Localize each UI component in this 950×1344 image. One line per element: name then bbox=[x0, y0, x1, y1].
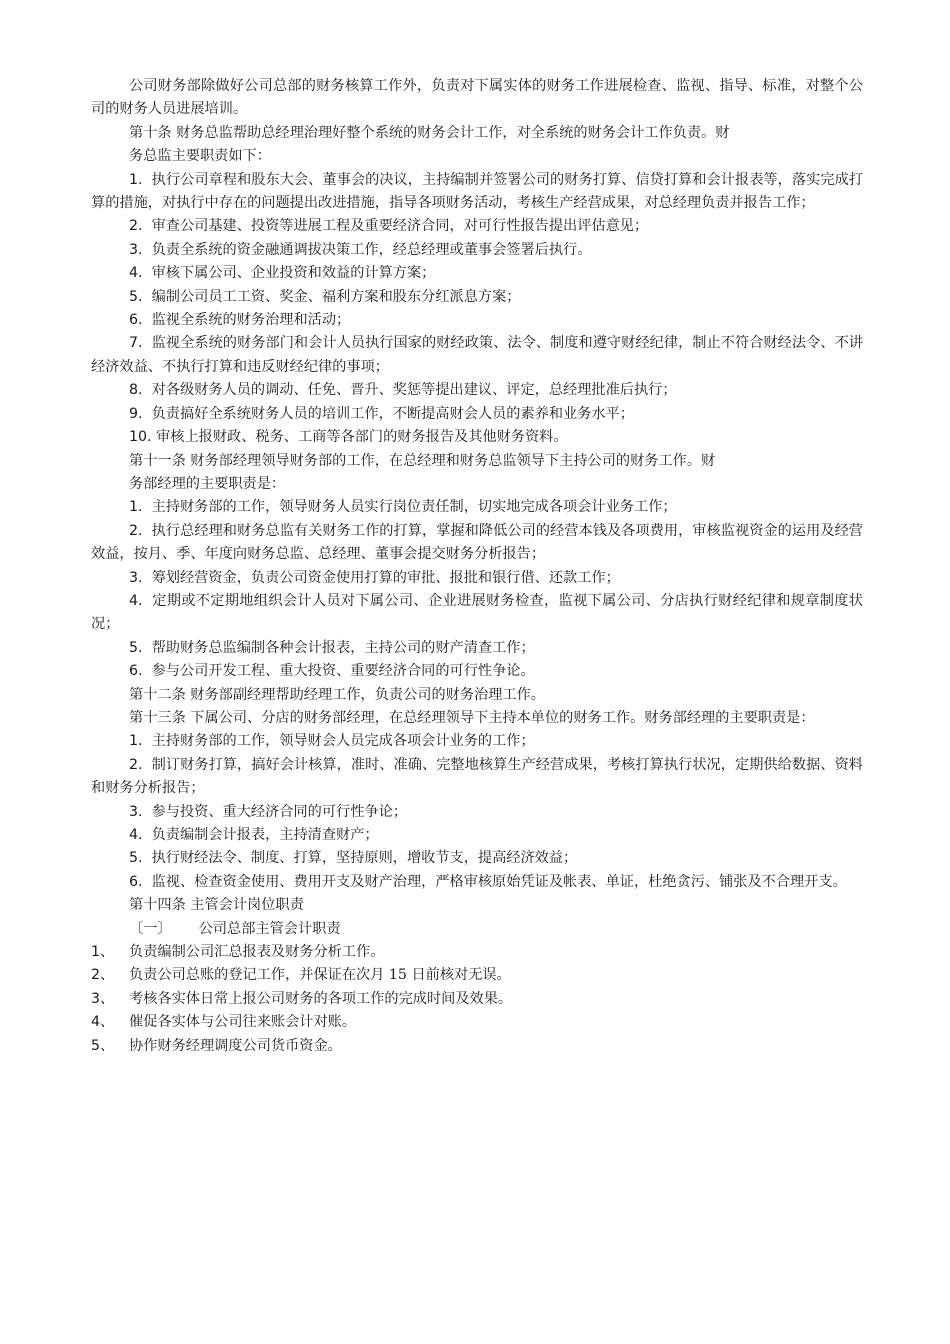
article-14-list bbox=[91, 941, 863, 1058]
list-item: 3. 参与投资、重大经济合同的可行性争论； bbox=[129, 803, 407, 820]
list-item: 2. 执行总经理和财务总监有关财务工作的打算，掌握和降低公司的经营本钱及各项费用，审核监视资金的运用及经营效益，按月、季、年度向财务总监、总经理、董事会提交财务分析报告； bbox=[91, 522, 863, 563]
list-item: 2. 制订财务打算，搞好会计核算，准时、准确、完整地核算生产经营成果，考核打算执行状况，定期供给数据、资料和财务分析报告； bbox=[91, 756, 863, 797]
list-item: 3、 考核各实体日常上报公司财务的各项工作的完成时间及效果。 bbox=[91, 990, 513, 1007]
intro-paragraph: 公司财务部除做好公司总部的财务核算工作外，负责对下属实体的财务工作进展检查、监视、指导、标准，对整个公司的财务人员进展培训。 bbox=[91, 78, 863, 118]
list-item: 6. 监视、检查资金使用、费用开支及财产治理，严格审核原始凭证及帐表、单证，杜绝贪污、铺张及不合理开支。 bbox=[129, 873, 847, 890]
article-14-heading: 第十四条 主管会计岗位职责 bbox=[129, 897, 304, 914]
article-10-heading-line2: 务总监主要职责如下： bbox=[129, 148, 271, 165]
article-12-paragraph: 第十二条 财务部副经理帮助经理工作，负责公司的财务治理工作。 bbox=[129, 686, 545, 703]
list-item: 5、 协作财务经理调度公司货币资金。 bbox=[91, 1037, 342, 1054]
list-item: 1. 执行公司章程和股东大会、董事会的决议，主持编制并签署公司的财务打算、信贷打算和会计报表等，落实完成打算的措施，对执行中存在的问题提出改进措施，指导各项财务活动，考核生产经营成果，对总经理负责并报告工作； bbox=[91, 171, 863, 212]
article-13-heading: 第十三条 下属公司、分店的财务部经理，在总经理领导下主持本单位的财务工作。财务部经理的主要职责是： bbox=[129, 709, 815, 726]
list-item: 3. 筹划经营资金，负责公司资金使用打算的审批、报批和银行借、还款工作； bbox=[129, 569, 620, 586]
list-item: 4. 负责编制会计报表，主持清查财产； bbox=[129, 827, 379, 843]
list-item: 9. 负责搞好全系统财务人员的培训工作，不断提高财会人员的素养和业务水平； bbox=[129, 405, 634, 422]
list-item: 5. 帮助财务总监编制各种会计报表，主持公司的财产清查工作； bbox=[129, 639, 535, 656]
article-11-list bbox=[91, 496, 863, 683]
article-10-list bbox=[91, 169, 863, 450]
list-item: 5. 执行财经法令、制度、打算，坚持原则，增收节支，提高经济效益； bbox=[129, 850, 578, 867]
list-item: 10. 审核上报财政、税务、工商等各部门的财务报告及其他财务资料。 bbox=[129, 429, 568, 446]
list-item: 3. 负责全系统的资金融通调拔决策工作，经总经理或董事会签署后执行。 bbox=[129, 241, 592, 258]
list-item: 1. 主持财务部的工作，领导财务人员实行岗位责任制，切实地完成各项会计业务工作； bbox=[129, 499, 677, 516]
article-11-heading-line2: 务部经理的主要职责是： bbox=[129, 475, 286, 492]
list-item: 7. 监视全系统的财务部门和会计人员执行国家的财经政策、法令、制度和遵守财经纪律，制止不符合财经法令、不讲经济效益、不执行打算和违反财经纪律的事项； bbox=[91, 335, 863, 375]
list-item: 2、 负责公司总账的登记工作，并保证在次月 15 日前核对无误。 bbox=[91, 967, 511, 984]
list-item: 1. 主持财务部的工作，领导财会人员完成各项会计业务的工作； bbox=[129, 733, 535, 750]
article-10-heading-line1: 第十条 财务总监帮助总经理治理好整个系统的财务会计工作，对全系统的财务会计工作负责。财 bbox=[129, 124, 730, 141]
article-11-heading-line1: 第十一条 财务部经理领导财务部的工作，在总经理和财务总监领导下主持公司的财务工作。财 bbox=[129, 452, 716, 469]
list-item: 1、 负责编制公司汇总报表及财务分析工作。 bbox=[91, 944, 385, 961]
document-page bbox=[91, 75, 863, 1058]
article-14-subsection-title: 〔一〕 公司总部主管会计职责 bbox=[129, 920, 341, 937]
article-13-list bbox=[91, 730, 863, 894]
list-item: 4. 审核下属公司、企业投资和效益的计算方案； bbox=[129, 265, 436, 282]
list-item: 2. 审查公司基建、投资等进展工程及重要经济合同，对可行性报告提出评估意见； bbox=[129, 218, 649, 235]
list-item: 8. 对各级财务人员的调动、任免、晋升、奖惩等提出建议、评定，总经理批准后执行； bbox=[129, 382, 677, 399]
list-item: 4. 定期或不定期地组织会计人员对下属公司、企业进展财务检查，监视下属公司、分店执行财经纪律和规章制度状况； bbox=[91, 592, 863, 633]
list-item: 6. 监视全系统的财务治理和活动； bbox=[129, 312, 351, 329]
list-item: 4、 催促各实体与公司往来账会计对账。 bbox=[91, 1014, 357, 1031]
list-item: 6. 参与公司开发工程、重大投资、重要经济合同的可行性争论。 bbox=[129, 663, 535, 680]
list-item: 5. 编制公司员工工资、奖金、福利方案和股东分红派息方案； bbox=[129, 288, 521, 305]
